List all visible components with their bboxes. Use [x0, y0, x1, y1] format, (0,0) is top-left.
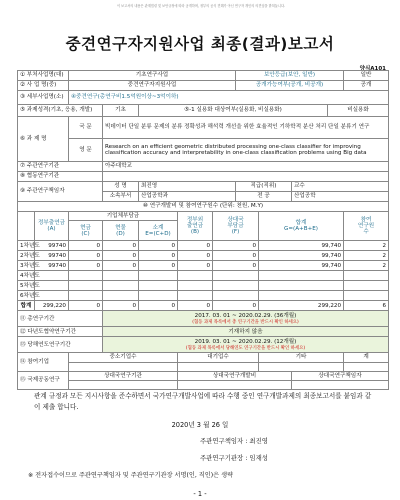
intl-head-value: [292, 381, 389, 390]
budget-cash: 0: [69, 241, 103, 251]
companies-mid-value: [69, 362, 178, 371]
budget-gov: 99740: [35, 261, 69, 271]
budget-local: [178, 291, 213, 301]
budget-inkind: [103, 291, 139, 301]
row-research-type: [18, 105, 389, 117]
practical-use-label: ⑤-1 실용화 대상여부(실용화, 비실용화): [139, 105, 328, 117]
row-business: [18, 81, 389, 91]
budget-staff: 2: [344, 251, 389, 261]
researcher-dept-value: 산업공학과: [139, 192, 236, 202]
budget-total: [259, 281, 344, 291]
multiyear-period-value: 기재하지 않음: [103, 327, 389, 337]
security-label: 보안등급(보안, 일반): [236, 71, 344, 81]
budget-inkind: [103, 271, 139, 281]
budget-year-header: [18, 212, 35, 241]
row-partner-institution: [18, 172, 389, 182]
budget-sum-gov: 299,220: [35, 301, 69, 311]
budget-cash: 0: [69, 261, 103, 271]
current-period-label: ⑬ 당해연도연구기간: [18, 337, 103, 353]
companies-mid-head: 중소기업수: [69, 353, 178, 362]
budget-sum-cash: 0: [69, 301, 103, 311]
lead-institution-value: 아주대학교: [103, 162, 389, 172]
budget-sum-sub: 0: [139, 301, 178, 311]
row-title-english: [18, 139, 389, 162]
budget-col-gov: 정부출연금 (A): [35, 212, 69, 241]
row-current-period: [18, 337, 389, 353]
budget-gov: 99740: [35, 241, 69, 251]
budget-row: [18, 251, 389, 261]
lead-researcher-label: ⑨ 주관연구책임자: [18, 182, 103, 202]
intl-country-head: 상대국연구기관: [69, 371, 178, 380]
current-period-value: 2019. 03. 01 ~ 2020.02.29. (12개월): [194, 339, 297, 346]
business-value: 중견연구자지원사업: [69, 81, 236, 91]
research-type-value: 기초: [103, 105, 139, 117]
researcher-major-label: 전 공: [236, 192, 292, 202]
budget-total: 99,740: [259, 251, 344, 261]
researcher-name-value: 최진영: [139, 182, 236, 192]
budget-sum-other: 0: [213, 301, 259, 311]
row-lead-institution: [18, 162, 389, 172]
budget-local: 0: [178, 261, 213, 271]
research-type-label: ⑤ 과제성격(기초, 응용, 개발): [18, 105, 103, 117]
budget-col-inkind: 현물 (D): [103, 221, 139, 241]
program-value: 기초연구사업: [69, 71, 236, 81]
row-title-korean: [18, 117, 389, 139]
budget-inkind: 0: [103, 261, 139, 271]
budget-year: 3차년도: [18, 261, 35, 271]
budget-col-total: 합계 G=(A+B+E): [259, 212, 344, 241]
row-total-period: [18, 311, 389, 327]
footnote: ※ 전자접수이므로 주관연구책임자 및 주관연구기관장 서명(인, 직인)은 생략: [28, 472, 234, 479]
intl-label: ⑮ 국제공동연구: [18, 371, 69, 389]
budget-year: 2차년도: [18, 251, 35, 261]
lead-institution-label: ⑦ 주관연구기관: [18, 162, 103, 172]
budget-staff: [344, 281, 389, 291]
budget-local: 0: [178, 251, 213, 261]
row-budget-header: [18, 202, 389, 212]
budget-local: [178, 271, 213, 281]
budget-staff: [344, 271, 389, 281]
disclosure-label: 공개가능여부(공개, 비공개): [236, 81, 344, 91]
total-period-cell: [103, 311, 389, 327]
budget-staff: 2: [344, 241, 389, 251]
total-period-note: (협동 과제 목록에서 총 연구기간을 반드시 확인 하세요): [192, 319, 299, 325]
companies-large-value: [178, 362, 259, 371]
budget-sum-staff: 6: [344, 301, 389, 311]
budget-inkind: 0: [103, 241, 139, 251]
budget-inkind: 0: [103, 251, 139, 261]
companies-etc-head: 기타: [259, 353, 344, 362]
row-companies-values: [18, 362, 389, 371]
budget-other: [213, 281, 259, 291]
researcher-major-value: 산업공학: [292, 192, 389, 202]
page-title: 중견연구자지원사업 최종(결과)보고서: [65, 35, 335, 53]
budget-sum-local: 0: [178, 301, 213, 311]
budget-sub: 0: [139, 251, 178, 261]
budget-cash: [69, 281, 103, 291]
budget-sub: 0: [139, 241, 178, 251]
total-period-value: 2017. 03. 01 ~ 2020.02.29. (36개월): [194, 313, 297, 320]
form-id: 양식A101: [359, 66, 386, 72]
researcher-name-label: 성 명: [103, 182, 139, 192]
budget-col-cash: 현금 (C): [69, 221, 103, 241]
budget-col-staff: 참여 연구원 수: [344, 212, 389, 241]
budget-row: [18, 271, 389, 281]
budget-col-sub: 소계 E=(C+D): [139, 221, 178, 241]
korean-title-label: 국 문: [69, 117, 103, 139]
budget-cash: 0: [69, 251, 103, 261]
budget-year: 5차년도: [18, 281, 35, 291]
confidentiality-notice: 이 보고서의 내용은 관계법령 및 보안규정에 따라 공개하며, 정부의 공식 견해가 아닌 연구자 개인의 의견임을 밝혀둡니다.: [116, 4, 286, 8]
budget-col-other: 상대국 부담금 (F): [213, 212, 259, 241]
intl-agency-head: 상대국연구개발비: [178, 371, 292, 380]
budget-sub: [139, 281, 178, 291]
current-period-note: (협동 과제 목록에서 당해연도 연구기간을 반드시 확인 하세요): [185, 345, 306, 351]
budget-row: [18, 281, 389, 291]
row-program: [18, 71, 389, 81]
budget-header: ⑩ 연구개발비 및 참여연구원수 (단위: 천원, M.Y): [18, 202, 389, 212]
companies-large-head: 대기업수: [178, 353, 259, 362]
intl-agency-value: [178, 381, 292, 390]
submission-date: 2020년 3 월 26 일: [171, 421, 229, 429]
budget-sum-label: 합계: [18, 301, 35, 311]
partner-institution-label: ⑧ 협동연구기관: [18, 172, 103, 182]
budget-col-local: 정부외 출연금 (B): [178, 212, 213, 241]
companies-etc-value: [259, 362, 344, 371]
budget-cash: [69, 271, 103, 281]
budget-other: 0: [213, 241, 259, 251]
budget-sum-inkind: 0: [103, 301, 139, 311]
subprogram-value: ④중견연구(총연구비1.5억원이상~3억이하): [69, 91, 389, 105]
page-number: - 1 -: [193, 490, 207, 498]
row-budget-col-head-1: [18, 212, 389, 221]
budget-sum-row: [18, 301, 389, 311]
multiyear-period-label: ⑫ 다년도협약연구기간: [18, 327, 103, 337]
security-value: 일반: [344, 71, 389, 81]
row-subprogram: [18, 91, 389, 105]
budget-row: [18, 291, 389, 301]
row-intl-head: [18, 371, 389, 380]
budget-sub: 0: [139, 261, 178, 271]
intl-country-value: [69, 381, 178, 390]
row-intl-values: [18, 381, 389, 390]
budget-sub: [139, 291, 178, 301]
companies-sum-value: [344, 362, 389, 371]
budget-total: [259, 271, 344, 281]
english-title-label: 영 문: [69, 139, 103, 162]
budget-gov: 99740: [35, 251, 69, 261]
budget-other: 0: [213, 261, 259, 271]
budget-year: 1차년도: [18, 241, 35, 251]
current-period-cell: [103, 337, 389, 353]
budget-row: [18, 261, 389, 271]
budget-local: [178, 281, 213, 291]
budget-other: [213, 291, 259, 301]
budget-total: 99,740: [259, 261, 344, 271]
budget-year: 4차년도: [18, 271, 35, 281]
budget-total: [259, 291, 344, 301]
budget-row: [18, 241, 389, 251]
disclosure-value: 공개: [344, 81, 389, 91]
budget-cash: [69, 291, 103, 301]
total-period-label: ⑪ 총연구기간: [18, 311, 103, 327]
intl-head-head: 상대국연구책임자: [292, 371, 389, 380]
budget-company-header: 기업체부담금: [69, 212, 178, 221]
partner-institution-value: [103, 172, 389, 182]
institution-head-signature: 주관연구기관장 : 임재성: [200, 454, 268, 462]
budget-staff: [344, 291, 389, 301]
companies-sum-head: 계: [344, 353, 389, 362]
program-label: ① 부처사업명(대): [18, 71, 69, 81]
budget-sum-total: 299,220: [259, 301, 344, 311]
submission-statement: 관계 규정과 모든 지시사항을 준수하면서 국가연구개발사업에 따라 수행 중인 연구개발과제의 최종보고서를 붙임과 같이 제출 합니다.: [34, 392, 372, 411]
lead-researcher-signature: 주관연구책임자 : 최진영: [200, 437, 268, 445]
row-researcher-name: [18, 182, 389, 192]
budget-year: 6차년도: [18, 291, 35, 301]
budget-other: [213, 271, 259, 281]
companies-label: ⑭ 참여기업: [18, 353, 69, 371]
practical-use-value: 비실용화: [328, 105, 389, 117]
english-title-value: Research on an efficient geometric distributed processing one-class classifier for improving classification accuracy and interpretability in one-class classification problems using Big data: [103, 139, 389, 162]
budget-sub: [139, 271, 178, 281]
business-label: ② 사 업 명(중): [18, 81, 69, 91]
budget-staff: 2: [344, 261, 389, 271]
korean-title-value: 빅데이터 단일 분류 문제의 분류 정확성과 해석력 개선을 위한 효율적인 기하학적 분산 처리 단일 분류기 연구: [103, 117, 389, 139]
researcher-position-value: 교수: [292, 182, 389, 192]
researcher-dept-label: 소속부서: [103, 192, 139, 202]
researcher-position-label: 직급(직위): [236, 182, 292, 192]
budget-other: 0: [213, 251, 259, 261]
row-companies-head: [18, 353, 389, 362]
budget-local: 0: [178, 241, 213, 251]
project-title-label: ⑥ 과 제 명: [18, 117, 69, 162]
row-multiyear-period: [18, 327, 389, 337]
budget-total: 99,740: [259, 241, 344, 251]
report-form-table: [17, 70, 389, 390]
budget-inkind: [103, 281, 139, 291]
subprogram-label: ③ 세부사업명(소): [18, 91, 69, 105]
